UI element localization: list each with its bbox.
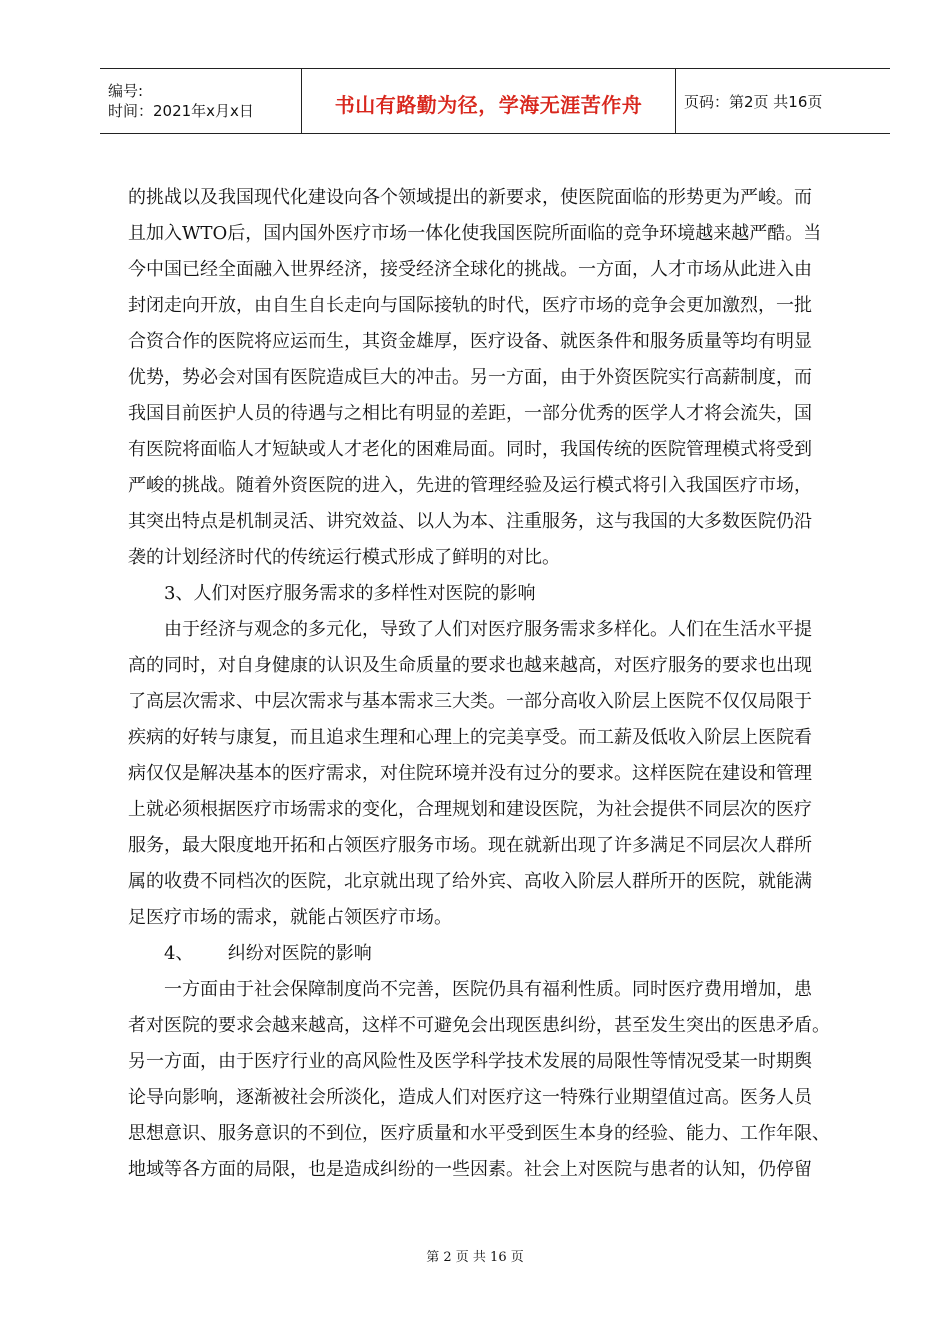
document-body xyxy=(128,180,870,1188)
header-motto: 书山有路勤为径，学海无涯苦作舟 xyxy=(334,92,643,117)
header-motto-cell xyxy=(302,69,676,133)
body-line: 疾病的好转与康复，而且追求生理和心理上的完美享受。而工薪及低收入阶层上医院看 xyxy=(128,727,812,748)
body-line: 地域等各方面的局限，也是造成纠纷的一些因素。社会上对医院与患者的认知，仍停留 xyxy=(128,1159,812,1180)
body-line: 了高层次需求、中层次需求与基本需求三大类。一部分高收入阶层上医院不仅仅局限于 xyxy=(128,691,812,712)
body-line: 封闭走向开放，由自生自长走向与国际接轨的时代，医疗市场的竞争会更加激烈，一批 xyxy=(128,295,812,316)
body-line: 严峻的挑战。随着外资医院的进入，先进的管理经验及运行模式将引入我国医疗市场， xyxy=(128,475,812,496)
header-page-number: 页码：第2页 共16页 xyxy=(684,92,823,111)
body-line: 其突出特点是机制灵活、讲究效益、以人为本、注重服务，这与我国的大多数医院仍沿 xyxy=(128,511,812,532)
body-line: 优势，势必会对国有医院造成巨大的冲击。另一方面，由于外资医院实行高薪制度，而 xyxy=(128,367,812,388)
body-line: 论导向影响，逐渐被社会所淡化，造成人们对医疗这一特殊行业期望值过高。医务人员 xyxy=(128,1087,812,1108)
body-line: 高的同时，对自身健康的认识及生命质量的要求也越来越高，对医疗服务的要求也出现 xyxy=(128,655,812,676)
body-line: 我国目前医护人员的待遇与之相比有明显的差距，一部分优秀的医学人才将会流失，国 xyxy=(128,403,812,424)
body-line: 今中国已经全面融入世界经济，接受经济全球化的挑战。一方面，人才市场从此进入由 xyxy=(128,259,812,280)
body-line: 另一方面，由于医疗行业的高风险性及医学科学技术发展的局限性等情况受某一时期舆 xyxy=(128,1051,812,1072)
page-header xyxy=(100,68,890,134)
body-line: 有医院将面临人才短缺或人才老化的困难局面。同时，我国传统的医院管理模式将受到 xyxy=(128,439,812,460)
document-number-label: 编号: xyxy=(108,82,144,100)
body-line: 上就必须根据医疗市场需求的变化，合理规划和建设医院，为社会提供不同层次的医疗 xyxy=(128,799,812,820)
paragraph-first-line: 一方面由于社会保障制度尚不完善，医院仍具有福利性质。同时医疗费用增加，患 xyxy=(164,979,812,1000)
header-meta xyxy=(100,69,302,133)
section-heading-3: 3、人们对医疗服务需求的多样性对医院的影响 xyxy=(164,583,536,604)
body-line: 者对医院的要求会越来越高，这样不可避免会出现医患纠纷，甚至发生突出的医患矛盾。 xyxy=(128,1015,830,1036)
body-line: 合资合作的医院将应运而生，其资金雄厚，医疗设备、就医条件和服务质量等均有明显 xyxy=(128,331,812,352)
body-line: 的挑战以及我国现代化建设向各个领域提出的新要求，使医院面临的形势更为严峻。而 xyxy=(128,187,812,208)
body-line: 服务，最大限度地开拓和占领医疗服务市场。现在就新出现了许多满足不同层次人群所 xyxy=(128,835,812,856)
body-line: 且加入WTO后，国内国外医疗市场一体化使我国医院所面临的竞争环境越来越严酷。当 xyxy=(128,223,822,244)
page-footer: 第 2 页 共 16 页 xyxy=(426,1250,524,1265)
body-line: 袭的计划经济时代的传统运行模式形成了鲜明的对比。 xyxy=(128,547,560,568)
body-line: 思想意识、服务意识的不到位，医疗质量和水平受到医生本身的经验、能力、工作年限、 xyxy=(128,1123,830,1144)
paragraph-first-line: 由于经济与观念的多元化，导致了人们对医疗服务需求多样化。人们在生活水平提 xyxy=(164,619,812,640)
body-line: 属的收费不同档次的医院，北京就出现了给外宾、高收入阶层人群所开的医院，就能满 xyxy=(128,871,812,892)
header-page-cell xyxy=(676,69,890,133)
document-time-label: 时间：2021年x月x日 xyxy=(108,102,254,120)
body-line: 足医疗市场的需求，就能占领医疗市场。 xyxy=(128,907,452,928)
body-line: 病仅仅是解决基本的医疗需求，对住院环境并没有过分的要求。这样医院在建设和管理 xyxy=(128,763,812,784)
section-heading-4: 4、 纠纷对医院的影响 xyxy=(164,943,372,964)
